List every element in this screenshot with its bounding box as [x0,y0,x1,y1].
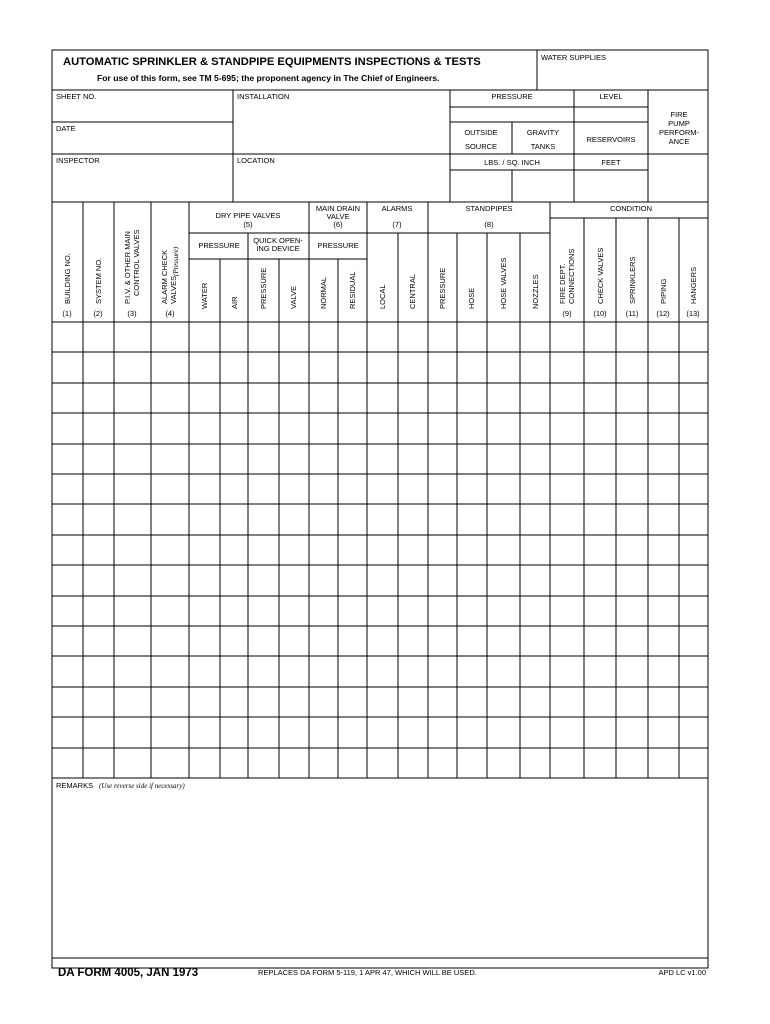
alarms-number: (7) [392,220,402,229]
replaces-note: REPLACES DA FORM 5-119, 1 APR 47, WHICH WILL BE USED. [258,968,477,977]
table-row[interactable] [53,749,707,777]
table-row[interactable] [53,414,707,442]
form-number: DA FORM 4005, JAN 1973 [58,967,199,979]
col-fdc-line-2: CONNECTIONS [567,248,576,304]
standpipes-header: STANDPIPES [465,204,513,213]
form-title: AUTOMATIC SPRINKLER & STANDPIPE EQUIPMENTS INSPECTIONS & TESTS [63,56,481,68]
gravity-label: GRAVITY [526,128,560,137]
col-number-4: (4) [165,309,175,318]
col-number-1: (1) [62,309,72,318]
outside-source-pressure-field[interactable] [451,171,511,201]
col-number-12: (12) [656,309,670,318]
lbs-label: LBS. / SQ. INCH [484,158,540,167]
reservoirs-label: RESERVOIRS [586,135,636,144]
source-label: SOURCE [464,142,498,151]
remarks-field[interactable] [53,793,707,955]
tanks-label: TANKS [530,142,556,151]
table-row[interactable] [53,597,707,625]
col-number-11: (11) [625,309,639,318]
col-fdc-line-1: FIRE DEPT. [558,263,567,304]
col-hose: HOSE [467,287,476,309]
main-drain-header-1: MAIN DRAIN [315,204,361,213]
col-hose-valves: HOSE VALVES [499,257,508,309]
location-label: LOCATION [237,156,275,165]
main-drain-header-2: VALVE [326,212,350,221]
installation-label: INSTALLATION [237,92,290,101]
col-alarm-check-line-2: VALVES [169,275,178,304]
feet-label: FEET [601,158,621,167]
main-drain-number: (6) [333,220,343,229]
quick-opening-header-2: ING DEVICE [256,244,300,253]
fire-pump-line-4: ANCE [668,137,690,146]
col-building-no: BUILDING NO. [63,253,72,304]
col-residual: RESIDUAL [348,271,357,309]
table-row[interactable] [53,566,707,594]
date-label: DATE [56,124,76,133]
col-water: WATER [200,282,209,309]
fire-pump-line-2: PUMP [668,119,690,128]
table-row[interactable] [53,323,707,351]
sheet-no-label: SHEET NO. [56,92,97,101]
dry-pipe-valves-header: DRY PIPE VALVES [215,211,281,220]
reservoirs-level-field[interactable] [575,171,647,201]
quick-opening-header-1: QUICK OPEN- [253,236,303,245]
date-field[interactable] [53,123,232,153]
col-system-no: SYSTEM NO. [94,257,103,304]
version-label: APD LC v1.00 [658,968,706,977]
col-number-3: (3) [127,309,137,318]
col-alarm-check-line-1: ALARM CHECK [160,249,169,304]
ws-pressure-label: PRESSURE [491,92,533,101]
form-subtitle: For use of this form, see TM 5-695; the proponent agency in The Chief of Engineers. [97,73,440,83]
table-row[interactable] [53,445,707,473]
alarms-header: ALARMS [381,204,413,213]
col-valve: VALVE [289,285,298,309]
fire-pump-line-1: FIRE [670,110,688,119]
table-row[interactable] [53,718,707,746]
dry-pipe-pressure-header: PRESSURE [198,241,240,250]
remarks-label: REMARKS [56,781,94,790]
gravity-tanks-pressure-field[interactable] [513,171,573,201]
col-nozzles: NOZZLES [531,274,540,309]
col-piping: PIPING [659,278,668,304]
outside-label: OUTSIDE [464,128,498,137]
table-row[interactable] [53,384,707,412]
inspector-label: INSPECTOR [56,156,100,165]
standpipes-number: (8) [484,220,494,229]
col-number-2: (2) [93,309,103,318]
table-row[interactable] [53,627,707,655]
ws-level-label: LEVEL [599,92,623,101]
remarks-note: (Use reverse side if necessary) [99,782,185,790]
col-alarm-check-note: (Pressure) [172,246,180,276]
col-piv-line-1: P.I.V. & OTHER MAIN [123,231,132,304]
table-row-lines [52,323,708,777]
col-piv-line-2: CONTROL VALVES [132,229,141,296]
table-row[interactable] [53,536,707,564]
col-air: AIR [230,296,239,309]
table-row[interactable] [53,353,707,381]
col-sprinklers: SPRINKLERS [628,256,637,304]
col-sp-pressure: PRESSURE [438,267,447,309]
table-row[interactable] [53,505,707,533]
fire-pump-performance-field[interactable] [649,155,707,201]
main-drain-pressure-header: PRESSURE [317,241,359,250]
condition-header: CONDITION [609,204,653,213]
col-check-valves: CHECK VALVES [596,247,605,304]
col-qo-pressure: PRESSURE [259,267,268,309]
col-number-9: (9) [562,309,572,318]
col-local: LOCAL [378,284,387,309]
col-number-10: (10) [593,309,607,318]
dry-pipe-valves-number: (5) [243,220,253,229]
col-hangers: HANGERS [689,266,698,304]
fire-pump-line-3: PERFORM- [659,128,699,137]
water-supplies-title: WATER SUPPLIES [541,53,607,62]
col-central: CENTRAL [408,273,417,309]
table-row[interactable] [53,688,707,716]
col-normal: NORMAL [319,276,328,309]
col-number-13: (13) [686,309,700,318]
table-row[interactable] [53,475,707,503]
table-row[interactable] [53,657,707,685]
